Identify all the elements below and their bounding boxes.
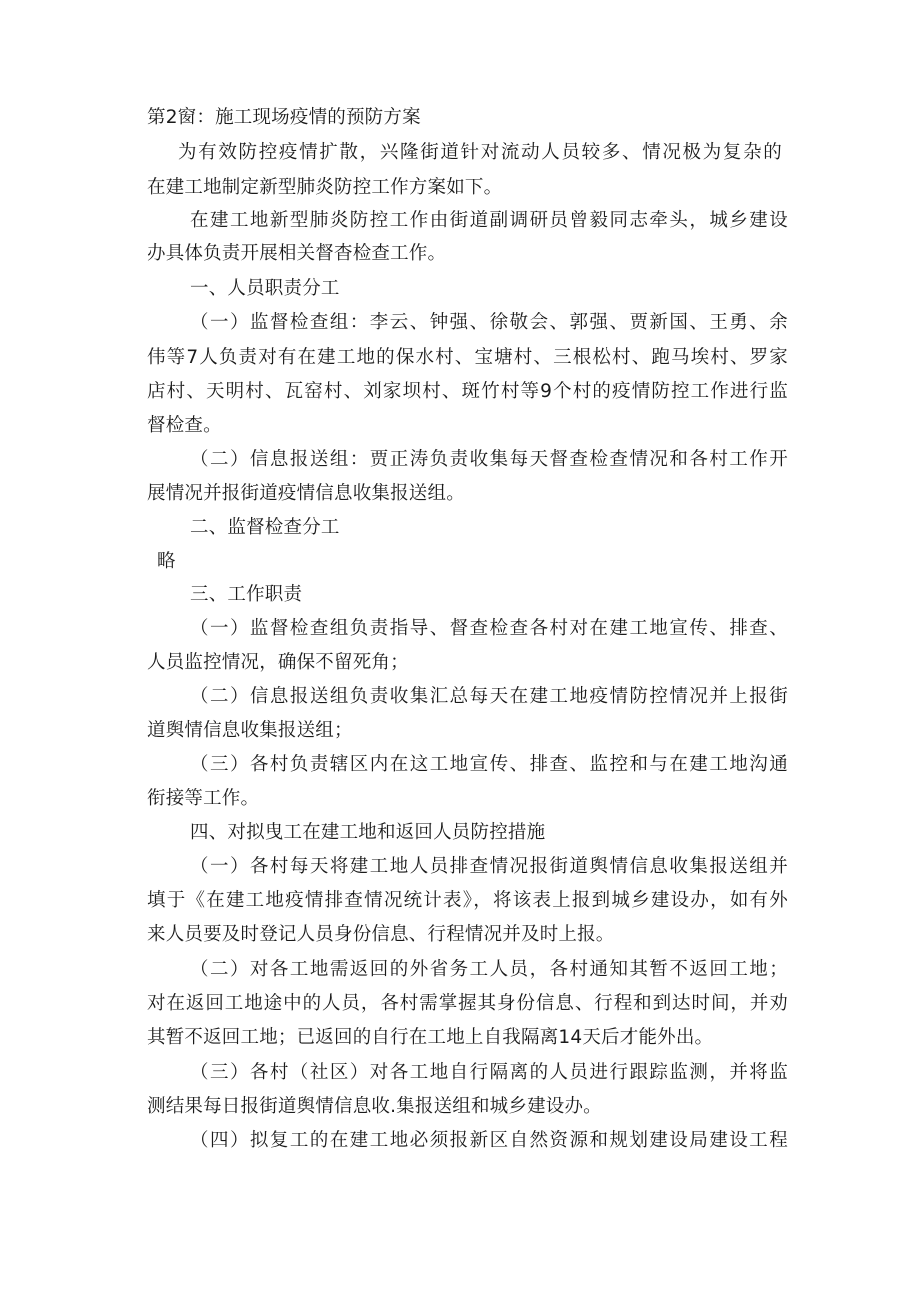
section4-item2-line-1: （二）对各工地需返回的外省务工人员，各村通知其暂不返回工地；	[190, 959, 788, 980]
section2-heading: 二、监督检查分工	[190, 517, 340, 538]
section1-item1-line-4: 督检查。	[147, 415, 222, 436]
section1-item1-line-2: 伟等7人负责对有在建工地的保水村、宝塘村、三根松村、跑马埃村、罗家	[147, 347, 788, 368]
section4-item3-line-2: 测结果每日报街道舆情信息收.集报送组和城乡建设办。	[147, 1096, 602, 1117]
section3-item3-line-2: 衔接等工作。	[147, 788, 260, 809]
section3-item1-line-1: （一）监督检查组负责指导、督查检查各村对在建工地宣传、排查、	[190, 618, 788, 639]
section1-item2-line-2: 展情况并报街道疫情信息收集报送组。	[147, 483, 465, 504]
section3-item1-line-2: 人员监控情况，确保不留死角；	[147, 652, 409, 673]
intro-line-2: 在建工地制定新型肺炎防控工作方案如下。	[147, 177, 503, 198]
section4-item1-line-3: 来人员要及时登记人员身份信息、行程情况并及时上报。	[147, 924, 615, 945]
section2-body: 略	[157, 551, 176, 572]
section3-item3-line-1: （三）各村负责辖区内在这工地宣传、排查、监控和与在建工地沟通	[190, 754, 788, 775]
section4-item4-line-1: （四）拟复工的在建工地必须报新区自然资源和规划建设局建设工程	[190, 1130, 788, 1151]
section4-item2-line-3: 其暂不返回工地；已返回的自行在工地上自我隔离14天后才能外出。	[147, 1027, 714, 1048]
lead-line-2: 办具体负责开展相关督杳检查工作。	[147, 243, 447, 264]
section3-item2-line-2: 道舆情信息收集报送组；	[147, 720, 353, 741]
section1-heading: 一、人员职责分工	[190, 278, 340, 299]
section1-item2-line-1: （二）信息报送组：贾正涛负责收集每天督查检查情况和各村工作开	[190, 449, 788, 470]
section4-item2-line-2: 对在返回工地途中的人员，各村需掌握其身份信息、行程和到达时间，并劝	[147, 993, 788, 1014]
intro-line-1: 为有效防控疫情扩散，兴隆街道针对流动人员较多、情况极为复杂的	[178, 142, 782, 163]
lead-line-1: 在建工地新型肺炎防控工作由街道副调研员曾毅同志牵头，城乡建设	[190, 210, 788, 231]
section4-item3-line-1: （三）各村（社区）对各工地自行隔离的人员进行跟踪监测，并将监	[190, 1062, 788, 1083]
section3-heading: 三、工作职责	[190, 584, 303, 605]
section1-item1-line-3: 店村、天明村、瓦窑村、刘家坝村、斑竹村等9个村的疫情防控工作进行监	[147, 381, 788, 402]
section4-heading: 四、对拟曳工在建工地和返回人员防控措施	[190, 822, 546, 843]
document-title: 第2窗：施工现场疫情的预防方案	[147, 107, 421, 128]
section3-item2-line-1: （二）信息报送组负责收集汇总每天在建工地疫情防控情况并上报街	[190, 686, 788, 707]
section4-item1-line-1: （一）各村每天将建工地人员排查情况报街道舆情信息收集报送组并	[190, 856, 788, 877]
section4-item1-line-2: 填于《在建工地疫情排查情况统计表》，将该表上报到城乡建设办，如有外	[147, 890, 788, 911]
section1-item1-line-1: （一）监督检查组：李云、钟强、徐敬会、郭强、贾新国、王勇、余	[190, 312, 788, 333]
